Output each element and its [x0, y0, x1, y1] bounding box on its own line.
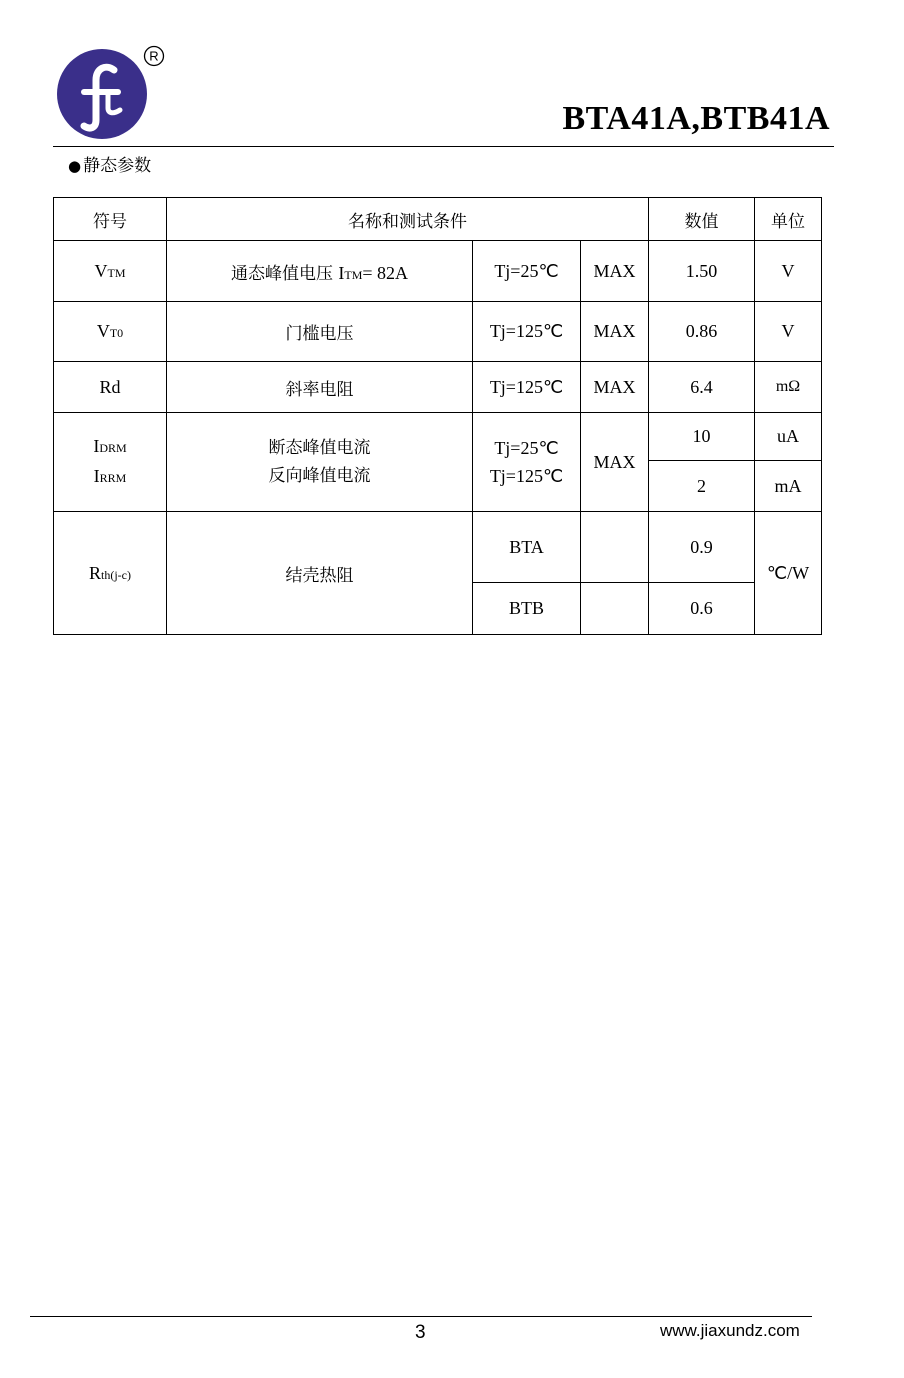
value-cell: 1.50	[649, 241, 755, 302]
value-cell: 0.6	[649, 583, 755, 635]
header-condition: 名称和测试条件	[167, 198, 649, 241]
section-heading	[68, 151, 151, 176]
name-cell: 断态峰值电流 反向峰值电流	[167, 413, 473, 512]
name-cell: 斜率电阻	[167, 362, 473, 413]
website-link[interactable]: www.jiaxundz.com	[660, 1321, 800, 1340]
svg-text:R: R	[149, 48, 159, 64]
registered-mark-icon	[143, 45, 165, 67]
type-cell: BTA	[473, 512, 581, 583]
header-symbol: 符号	[54, 198, 167, 241]
limit-cell: MAX	[581, 241, 649, 302]
name-cell: 门槛电压	[167, 302, 473, 362]
limit-cell: MAX	[581, 302, 649, 362]
value-cell: 10	[649, 413, 755, 461]
unit-cell: uA	[755, 413, 822, 461]
table-header-row	[54, 198, 822, 241]
condition-cell: Tj=125℃	[473, 302, 581, 362]
value-cell: 0.9	[649, 512, 755, 583]
condition-cell: Tj=25℃	[473, 241, 581, 302]
header-divider	[53, 146, 834, 147]
symbol-cell: VT0	[54, 302, 167, 362]
company-logo	[56, 48, 148, 140]
table-row	[54, 512, 822, 583]
document-title: BTA41A,BTB41A	[562, 100, 830, 137]
header-unit: 单位	[755, 198, 822, 241]
table-row	[54, 241, 822, 302]
condition-cell: Tj=25℃ Tj=125℃	[473, 413, 581, 512]
page-number: 3	[415, 1322, 426, 1343]
name-cell: 结壳热阻	[167, 512, 473, 635]
table-row	[54, 413, 822, 461]
limit-cell	[581, 583, 649, 635]
value-cell: 2	[649, 461, 755, 512]
table-row	[54, 302, 822, 362]
unit-cell: V	[755, 302, 822, 362]
unit-cell: ℃/W	[755, 512, 822, 635]
unit-cell: mA	[755, 461, 822, 512]
symbol-cell: Rd	[54, 362, 167, 413]
symbol-cell: Rth(j-c)	[54, 512, 167, 635]
value-cell: 0.86	[649, 302, 755, 362]
limit-cell	[581, 512, 649, 583]
limit-cell: MAX	[581, 362, 649, 413]
section-heading-text: 静态参数	[83, 156, 152, 176]
table-row	[54, 362, 822, 413]
value-cell: 6.4	[649, 362, 755, 413]
footer-divider	[30, 1316, 812, 1317]
bullet-icon: ●	[68, 157, 82, 175]
condition-cell: Tj=125℃	[473, 362, 581, 413]
limit-cell: MAX	[581, 413, 649, 512]
symbol-cell: VTM	[54, 241, 167, 302]
symbol-cell: IDRM IRRM	[54, 413, 167, 512]
name-cell: 通态峰值电压 ITM= 82A	[167, 241, 473, 302]
unit-cell: mΩ	[755, 362, 822, 413]
type-cell: BTB	[473, 583, 581, 635]
static-parameters-table	[53, 197, 822, 635]
unit-cell: V	[755, 241, 822, 302]
header-value: 数值	[649, 198, 755, 241]
